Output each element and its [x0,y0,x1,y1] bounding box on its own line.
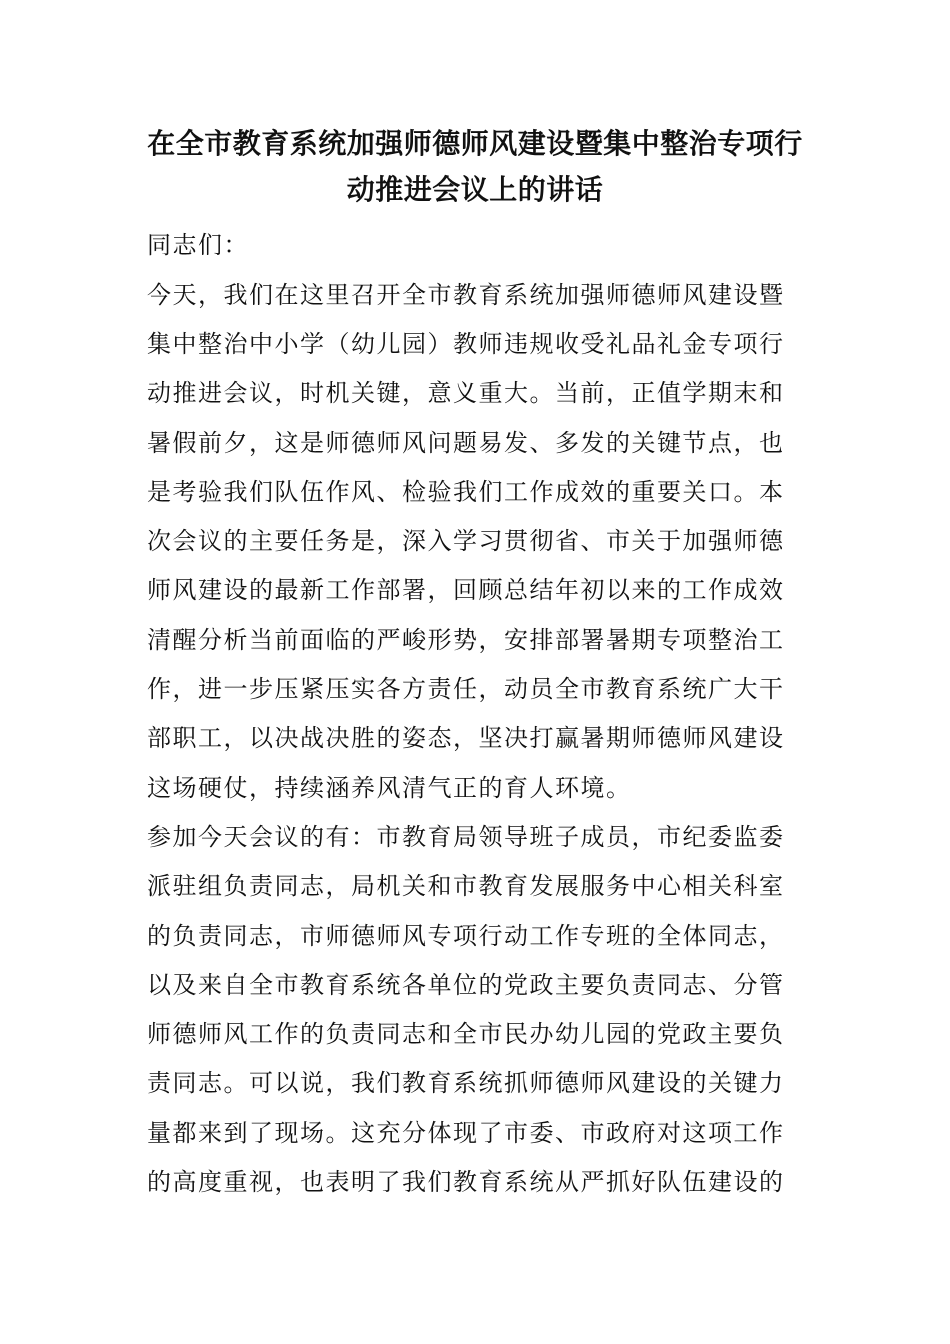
body-line: 清醒分析当前面临的严峻形势，安排部署暑期专项整治工 [147,626,785,654]
body-line: 以及来自全市教育系统各单位的党政主要负责同志、分管 [147,971,785,999]
body-line: 暑假前夕，这是师德师风问题易发、多发的关键节点，也 [147,429,785,457]
body-line: 部职工，以决战决胜的姿态，坚决打赢暑期师德师风建设 [147,724,785,752]
salutation: 同志们： [147,231,249,259]
body-line: 的负责同志，市师德师风专项行动工作专班的全体同志， [147,922,785,950]
body-line: 集中整治中小学（幼儿园）教师违规收受礼品礼金专项行 [147,330,785,358]
document-title-line-1: 在全市教育系统加强师德师风建设暨集中整治专项行 [147,127,803,160]
body-line: 今天，我们在这里召开全市教育系统加强师德师风建设暨 [147,281,785,309]
body-line: 师德师风工作的负责同志和全市民办幼儿园的党政主要负 [147,1020,785,1048]
body-line: 是考验我们队伍作风、检验我们工作成效的重要关口。本 [147,478,785,506]
body-line: 师风建设的最新工作部署，回顾总结年初以来的工作成效 [147,576,785,604]
body-line: 派驻组负责同志，局机关和市教育发展服务中心相关科室 [147,872,785,900]
document-title-line-2: 动推进会议上的讲话 [346,173,604,206]
body-line: 动推进会议，时机关键，意义重大。当前，正值学期末和 [147,379,785,407]
body-line: 量都来到了现场。这充分体现了市委、市政府对这项工作 [147,1119,785,1147]
body-line: 责同志。可以说，我们教育系统抓师德师风建设的关键力 [147,1069,785,1097]
body-line: 作，进一步压紧压实各方责任，动员全市教育系统广大干 [147,675,785,703]
body-line: 的高度重视，也表明了我们教育系统从严抓好队伍建设的 [147,1168,785,1196]
body-line: 次会议的主要任务是，深入学习贯彻省、市关于加强师德 [147,527,785,555]
body-line: 参加今天会议的有：市教育局领导班子成员，市纪委监委 [147,823,785,851]
body-line: 这场硬仗，持续涵养风清气正的育人环境。 [147,774,632,802]
